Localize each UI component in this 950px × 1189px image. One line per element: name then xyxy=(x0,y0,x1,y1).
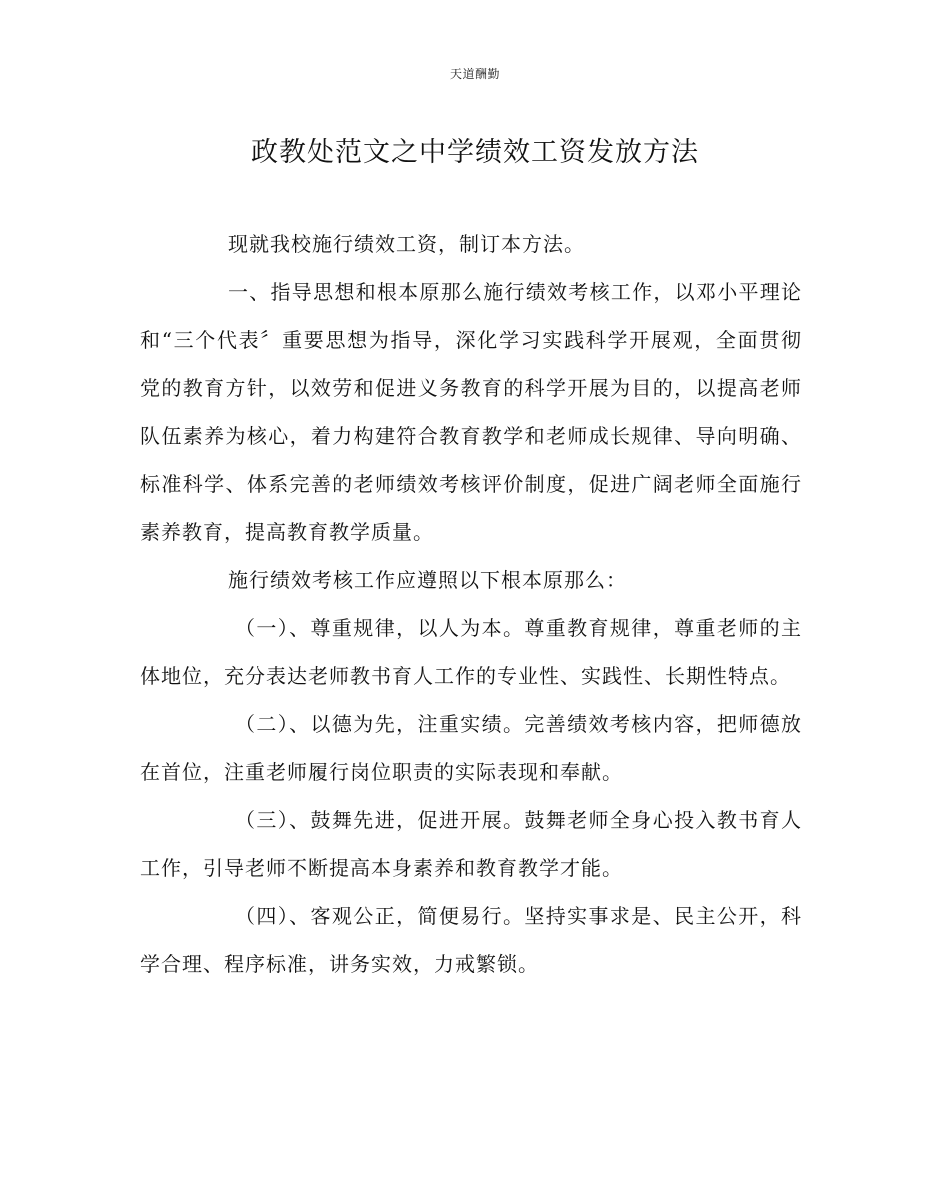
document-title: 政教处范文之中学绩效工资发放方法 xyxy=(251,137,699,168)
paragraph-basic-principles-lead: 施行绩效考核工作应遵照以下根本原那么： xyxy=(228,568,627,592)
paragraph-intro: 现就我校施行绩效工资，制订本方法。 xyxy=(228,232,585,256)
page-header: 天道酬勤 xyxy=(449,67,500,81)
document-body xyxy=(140,220,802,988)
paragraph-principle-3: （三）、鼓舞先进，促进开展。鼓舞老师全身心投入教书育人工作，引导老师不断提高本身素养和教育教学才能。 xyxy=(140,808,802,880)
paragraph-principle-2: （二）、以德为先，注重实绩。完善绩效考核内容，把师德放在首位，注重老师履行岗位职责的实际表现和奉献。 xyxy=(140,712,802,784)
paragraph-guiding-principle: 一、指导思想和根本原那么施行绩效考核工作，以邓小平理论和“三个代表〞重要思想为指导，深化学习实践科学开展观，全面贯彻党的教育方针，以效劳和促进义务教育的科学开展为目的，以提高老师队伍素养为核心，着力构建符合教育教学和老师成长规律、导向明确、标准科学、体系完善的老师绩效考核评价制度，促进广阔老师全面施行素养教育，提高教育教学质量。 xyxy=(140,280,802,544)
paragraph-principle-4: （四）、客观公正，简便易行。坚持实事求是、民主公开，科学合理、程序标准，讲务实效，力戒繁锁。 xyxy=(140,904,802,976)
paragraph-principle-1: （一）、尊重规律，以人为本。尊重教育规律，尊重老师的主体地位，充分表达老师教书育人工作的专业性、实践性、长期性特点。 xyxy=(140,616,802,688)
